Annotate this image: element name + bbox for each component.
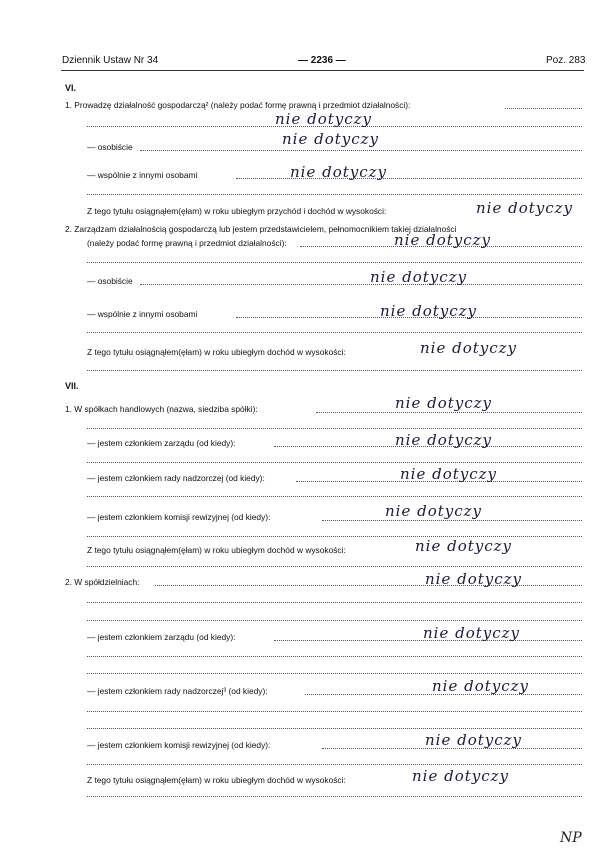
- dotted-line: [87, 370, 582, 371]
- handwritten-answer: nie dotyczy: [425, 570, 523, 588]
- dotted-line: [87, 656, 582, 657]
- dotted-line: [505, 108, 582, 109]
- dotted-line: [87, 428, 582, 429]
- dotted-line: [87, 764, 582, 765]
- dotted-line: [87, 711, 582, 712]
- vi-q2-income-label: Z tego tytułu osiągnąłem(ęłam) w roku ubiegłym dochód w wysokości:: [87, 347, 346, 357]
- handwritten-answer: nie dotyczy: [420, 339, 518, 357]
- header-rule: [61, 70, 584, 71]
- vii-q2-text: 2. W spółdzielniach:: [65, 577, 140, 587]
- vii-q1-audit-label: — jestem członkiem komisji rewizyjnej (od kiedy):: [87, 512, 271, 522]
- page-number: — 2236 —: [298, 55, 346, 66]
- journal-name: Dziennik Ustaw Nr 34: [62, 55, 159, 66]
- vii-q2-supervisory-label: — jestem członkiem rady nadzorczej³ (od kiedy):: [87, 686, 268, 696]
- vi-q1-personal-label: — osobiście: [87, 142, 133, 152]
- vii-q1-board-label: — jestem członkiem zarządu (od kiedy):: [87, 438, 236, 448]
- dotted-line: [87, 602, 582, 603]
- dotted-line: [316, 412, 582, 413]
- handwritten-answer: nie dotyczy: [275, 110, 373, 128]
- handwritten-answer: nie dotyczy: [432, 677, 530, 695]
- vii-q2-board-label: — jestem członkiem zarządu (od kiedy):: [87, 632, 236, 642]
- dotted-line: [322, 520, 582, 521]
- handwritten-answer: nie dotyczy: [394, 231, 492, 249]
- handwritten-answer: nie dotyczy: [380, 302, 478, 320]
- vi-q1-income-label: Z tego tytułu osiągnąłem(ęłam) w roku ubiegłym przychód i dochód w wysokości:: [87, 206, 387, 216]
- handwritten-answer: nie dotyczy: [412, 767, 510, 785]
- vii-q2-income-label: Z tego tytułu osiągnąłem(ęłam) w roku ubiegłym dochód w wysokości:: [87, 775, 346, 785]
- handwritten-answer: nie dotyczy: [425, 731, 523, 749]
- handwritten-answer: nie dotyczy: [370, 268, 468, 286]
- dotted-line: [87, 673, 582, 674]
- dotted-line: [87, 566, 582, 567]
- dotted-line: [87, 462, 582, 463]
- vii-q1-text: 1. W spółkach handlowych (nazwa, siedziba spółki):: [65, 404, 258, 414]
- handwritten-answer: nie dotyczy: [395, 394, 493, 412]
- position-number: Poz. 283: [546, 55, 586, 66]
- dotted-line: [87, 332, 582, 333]
- handwritten-answer: nie dotyczy: [423, 624, 521, 642]
- handwritten-answer: nie dotyczy: [282, 130, 380, 148]
- dotted-line: [87, 194, 582, 195]
- dotted-line: [87, 620, 582, 621]
- dotted-line: [140, 284, 582, 285]
- dotted-line: [87, 262, 582, 263]
- handwritten-answer: nie dotyczy: [385, 502, 483, 520]
- handwritten-answer: nie dotyczy: [395, 431, 493, 449]
- vii-q2-audit-label: — jestem członkiem komisji rewizyjnej (od kiedy):: [87, 740, 271, 750]
- dotted-line: [87, 728, 582, 729]
- vi-q1-joint-label: — wspólnie z innymi osobami: [87, 170, 198, 180]
- handwritten-answer: nie dotyczy: [400, 465, 498, 483]
- handwritten-initials: NP: [560, 830, 582, 846]
- dotted-line: [140, 150, 582, 151]
- dotted-line: [87, 496, 582, 497]
- section-vii-title: VII.: [65, 381, 79, 391]
- handwritten-answer: nie dotyczy: [476, 199, 574, 217]
- vi-q2-text-line2: (należy podać formę prawną i przedmiot działalności):: [87, 238, 287, 248]
- vii-q1-supervisory-label: — jestem członkiem rady nadzorczej (od kiedy):: [87, 473, 265, 483]
- vii-q1-income-label: Z tego tytułu osiągnąłem(ęłam) w roku ubiegłym dochód w wysokości:: [87, 545, 346, 555]
- dotted-line: [236, 178, 582, 179]
- vi-q2-personal-label: — osobiście: [87, 276, 133, 286]
- handwritten-answer: nie dotyczy: [415, 537, 513, 555]
- dotted-line: [87, 796, 582, 797]
- handwritten-answer: nie dotyczy: [290, 163, 388, 181]
- vi-q1-text: 1. Prowadzę działalność gospodarczą² (należy podać formę prawną i przedmiot działalności):: [65, 100, 411, 110]
- vi-q2-text-line1: 2. Zarządzam działalnością gospodarczą lub jestem przedstawicielem, pełnomocnikiem takiej działalności: [65, 224, 457, 234]
- vi-q2-joint-label: — wspólnie z innymi osobami: [87, 309, 198, 319]
- section-vi-title: VI.: [65, 83, 77, 93]
